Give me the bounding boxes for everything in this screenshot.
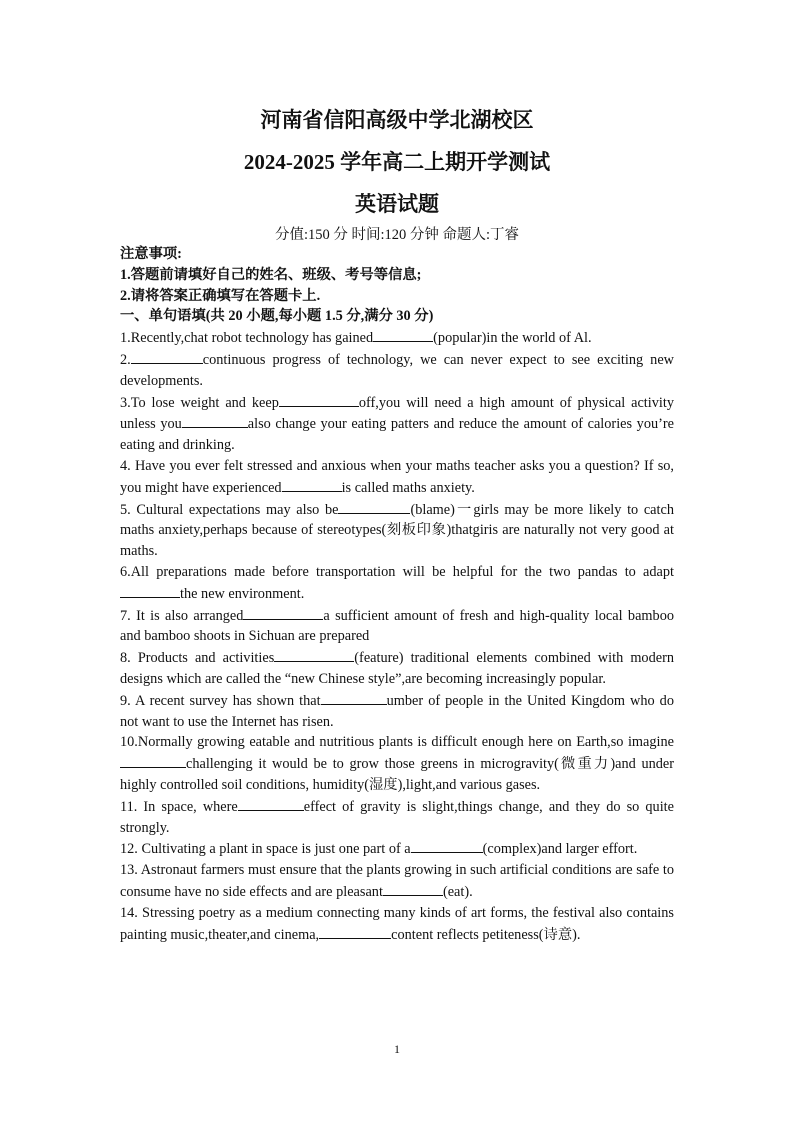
question-text: 9. A recent survey has shown that [120, 692, 321, 709]
question-4 [120, 456, 674, 499]
question-text: a sufficient amount of fresh and high-quality local bamboo and bamboo shoots in Sichuan are prepared [120, 607, 674, 645]
answer-blank[interactable] [321, 690, 387, 705]
answer-blank[interactable] [383, 881, 443, 896]
question-text: (blame)一girls may be more likely to catch maths anxiety,perhaps because of stereotypes(刻板印象)thatgiris are naturally not very good at maths. [120, 501, 674, 560]
question-text: content reflects petiteness(诗意). [391, 926, 581, 943]
section-title: 一、单句语填(共 20 小题,每小题 1.5 分,满分 30 分) [120, 308, 434, 325]
note-item-1: 1.答题前请填好自己的姓名、班级、考号等信息; [120, 266, 422, 283]
question-text: 3.To lose weight and keep [120, 394, 279, 411]
question-6 [120, 562, 674, 605]
question-text: 11. In space, where [120, 798, 238, 815]
answer-blank[interactable] [319, 924, 391, 939]
question-9 [120, 690, 674, 733]
answer-blank[interactable] [131, 349, 203, 364]
question-text: the new environment. [180, 585, 305, 602]
question-text: (eat). [442, 883, 473, 900]
question-text: 13. Astronaut farmers must ensure that the plants growing in such artificial conditions are safe to consume have no side effects and are pleasant [120, 862, 674, 900]
school-title: 河南省信阳高级中学北湖校区 [260, 108, 534, 132]
question-text: 5. Cultural expectations may also be [120, 501, 339, 518]
answer-blank[interactable] [411, 838, 483, 853]
question-text: effect of gravity is slight,things change, and they do so quite strongly. [120, 798, 674, 836]
answer-blank[interactable] [282, 477, 342, 492]
question-text: (feature) traditional elements combined with modern designs which are called the “new Chinese style”,are becoming increasingly popular. [120, 650, 674, 687]
question-text: (popular)in the world of Al. [433, 330, 592, 347]
answer-blank[interactable] [274, 647, 354, 662]
question-7 [120, 605, 674, 648]
exam-body [120, 244, 674, 945]
answer-blank[interactable] [120, 753, 186, 768]
page-number: 1 [394, 1042, 400, 1056]
question-text: 12. Cultivating a plant in space is just one part of a [120, 841, 411, 858]
answer-blank[interactable] [338, 499, 410, 514]
answer-blank[interactable] [243, 605, 323, 620]
question-5 [120, 499, 674, 562]
question-text: 1.Recently,chat robot technology has gained [120, 330, 374, 347]
question-text: also change your eating patters and reduce the amount of calories you’re eating and drinking. [120, 416, 674, 454]
question-1 [120, 327, 674, 349]
answer-blank[interactable] [279, 392, 359, 407]
question-text: 10.Normally growing eatable and nutritious plants is difficult enough here on Earth,so imagine [120, 734, 674, 751]
question-13 [120, 860, 674, 903]
question-text: (complex)and larger effort. [482, 841, 638, 858]
question-10 [120, 732, 674, 795]
question-text: 6.All preparations made before transportation will be helpful for the two pandas to adapt [120, 563, 674, 580]
subject-title: 英语试题 [355, 192, 439, 216]
question-text: 14. Stressing poetry as a medium connecting many kinds of art forms, the festival also contains painting music,theater,and cinema, [120, 904, 674, 943]
question-text: 8. Products and activities [120, 650, 275, 667]
question-2 [120, 349, 674, 392]
note-item-2: 2.请将答案正确填写在答题卡上. [120, 287, 321, 304]
question-14 [120, 903, 674, 946]
answer-blank[interactable] [120, 583, 180, 598]
question-11 [120, 796, 674, 839]
exam-title: 2024-2025 学年高二上期开学测试 [243, 150, 551, 174]
question-text: 7. It is also arranged [120, 607, 244, 624]
question-text: umber of people in the United Kingdom who do not want to use the Internet has risen. [120, 692, 674, 730]
question-12 [120, 838, 674, 860]
question-text: is called maths anxiety. [341, 479, 475, 496]
question-text: 4. Have you ever felt stressed and anxious when your maths teacher asks you a question? If so, you might have experienced [120, 457, 674, 496]
question-text: off,you will need a high amount of physical activity unless you [120, 394, 674, 433]
question-text: 2. [120, 351, 131, 368]
exam-meta: 分值:150 分 时间:120 分钟 命题人:丁睿 [274, 227, 520, 243]
answer-blank[interactable] [182, 413, 248, 428]
question-text: continuous progress of technology, we can never expect to see exciting new developments. [120, 351, 674, 389]
question-text: challenging it would be to grow those greens in microgravity(微重力)and under highly controlled soil conditions, humidity(湿度),light,and various gases. [120, 756, 674, 793]
answer-blank[interactable] [238, 796, 304, 811]
notes-title: 注意事项: [120, 246, 182, 262]
question-8 [120, 647, 674, 690]
question-3 [120, 392, 674, 456]
answer-blank[interactable] [373, 327, 433, 342]
